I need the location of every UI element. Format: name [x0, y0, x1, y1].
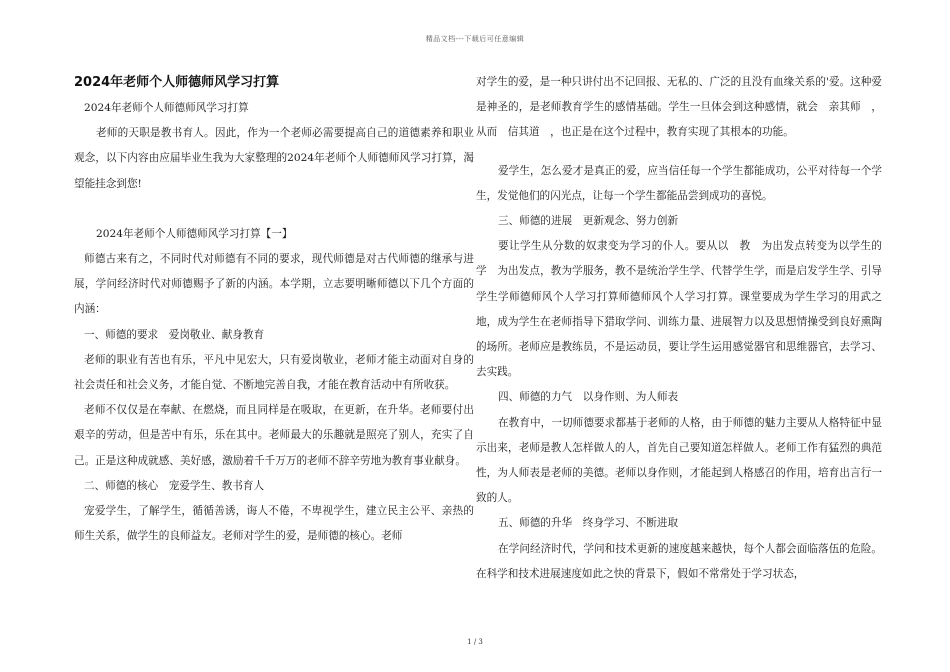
paragraph: 要让学生从分数的奴隶变为学习的仆人。要从以 教 为出发点转变为以学生的 学 为出发点，教为学服务，教不是统治学生学、代替学生学，而是启发学生学、引导学生学师德师风个人学习打算师德师风个人学习打算。课堂要成为学生学习的用武之地，成为学生在老师指导下猎取学问、训练力量、进展智力以及思想情操受到良好熏陶的场所。老师应是教练员，不是运动员，要让学生运用感觉器官和思维器官，去学习、去实践。: [476, 240, 893, 379]
document-title: 2024年老师个人师德师风学习打算: [74, 75, 280, 90]
paragraph: 在教育中，一切师德要求都基于老师的人格，由于师德的魅力主要从人格特征中显示出来，老师是教人怎样做人的人，首先自己要知道怎样做人。老师工作有猛烈的典范性，为人师表是老师的美德。老师以身作则，才能起到人格感召的作用，培育出言行一致的人。: [476, 416, 882, 505]
intro-paragraph: 老师的天职是教书育人。因此，作为一个老师必需要提高自己的道德素养和职业观念，以下内容由应届毕业生我为大家整理的2024年老师个人师德师风学习打算，渴望能挂念到您!: [74, 127, 474, 190]
paragraph: 老师的职业有苦也有乐，平凡中见宏大，只有爱岗敬业，老师才能主动面对自身的社会责任和社会义务，才能自觉、不断地完善自我，才能在教育活动中有所收获。: [74, 353, 474, 392]
paragraph: 对学生的爱，是一种只讲付出不记回报、无私的、广泛的且没有血缘关系的'爱。这种爱是神圣的，是老师教育学生的感情基础。学生一旦体会到这种感情，就会 亲其师 ，从而 信其道 ，也正是在这个过程中，教育实现了其根本的功能。: [476, 76, 882, 139]
section-heading: 三、师德的进展 更新观念、努力创新: [498, 215, 679, 228]
section-heading: 二、师德的核心 宠爱学生、教书育人: [84, 479, 265, 492]
paragraph: 宠爱学生，了解学生，循循善诱，诲人不倦，不卑视学生，建立民主公平、亲热的师生关系，做学生的良师益友。老师对学生的爱，是师德的核心。老师: [74, 505, 474, 543]
section-heading: 五、师德的升华 终身学习、不断进取: [498, 517, 679, 530]
section-heading: 一、师德的要求 爱岗敬业、献身教育: [84, 328, 265, 341]
section-title: 2024年老师个人师德师风学习打算【一】: [96, 227, 293, 240]
paragraph: 师德古来有之，不同时代对师德有不同的要求，现代师德是对古代师德的继承与进展，学问经济时代对师德赐予了新的内涵。本学期，立志要明晰师德以下几个方面的内涵：: [74, 253, 474, 316]
page-number: 1 / 3: [467, 638, 483, 646]
header-note: 精品文档---下载后可任意编辑: [425, 35, 525, 43]
paragraph: 在学问经济时代，学问和技术更新的速度越来越快，每个人都会面临落伍的危险。在科学和技术进展速度如此之快的背景下，假如不常常处于学习状态，: [476, 542, 882, 580]
paragraph: 爱学生，怎么爱才是真正的爱，应当信任每一个学生都能成功，公平对待每一个学生，发觉他们的闪光点，让每一个学生都能品尝到成功的喜悦。: [476, 164, 882, 202]
left-column: [74, 70, 474, 549]
spacer: [74, 197, 474, 222]
right-column: [476, 70, 893, 587]
paragraph: 老师不仅仅是在奉献、在燃烧，而且同样是在吸取，在更新，在升华。老师要付出艰辛的劳动，但是苦中有乐，乐在其中。老师最大的乐趣就是照亮了别人，充实了自己。正是这种成就感、美好感，激励着千千万万的老师不辞辛劳地为教育事业献身。: [74, 404, 474, 467]
document-subtitle: 2024年老师个人师德师风学习打算: [84, 102, 249, 114]
spacer: [476, 146, 882, 159]
section-heading: 四、师德的力气 以身作则、为人师表: [498, 391, 679, 404]
